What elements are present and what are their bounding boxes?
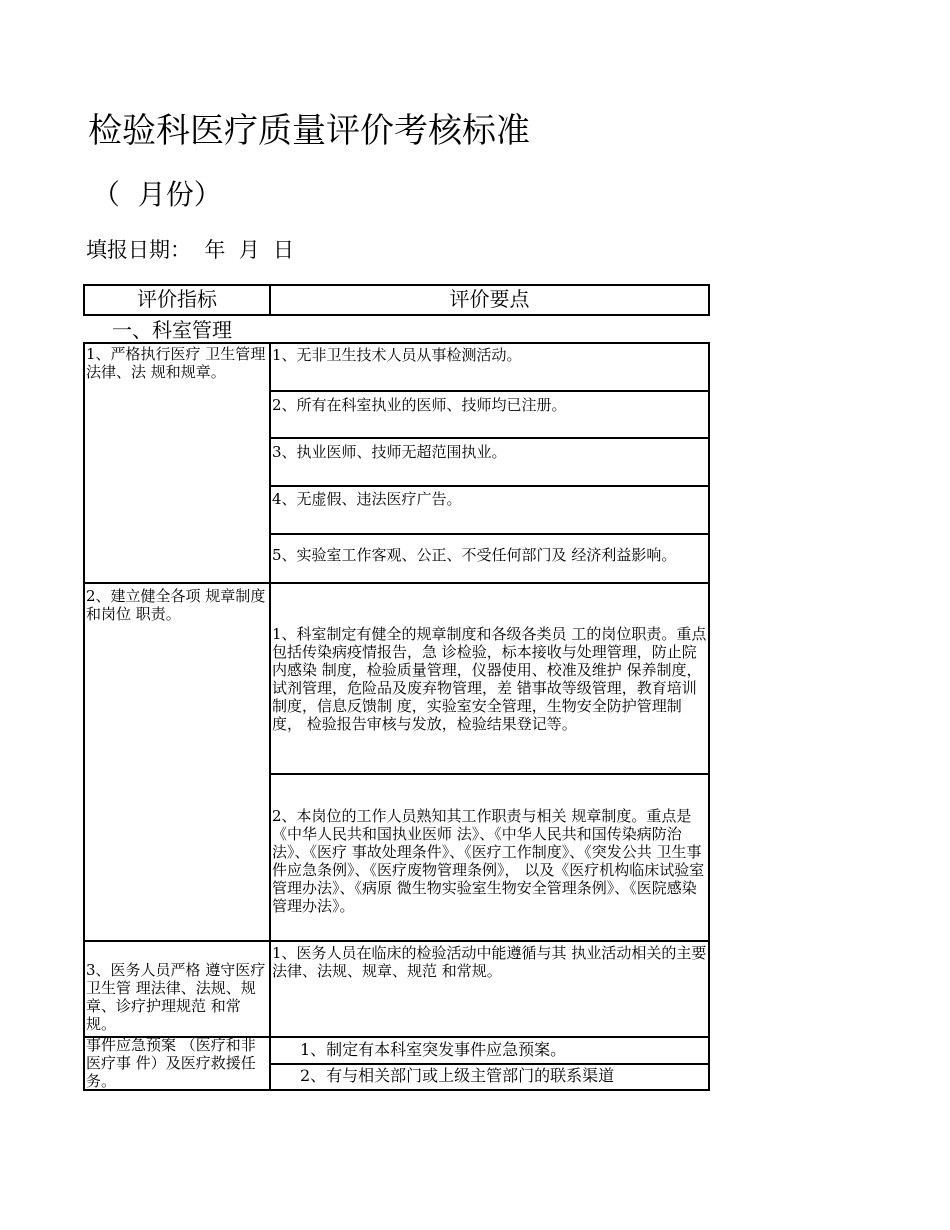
point-text: 5、实验室工作客观、公正、不受任何部门及 经济利益影响。: [272, 546, 677, 564]
point-text: 3、执业医师、技师无超范围执业。: [272, 443, 507, 461]
point-text: 2、有与相关部门或上级主管部门的联系渠道: [300, 1067, 615, 1085]
report-date-line: 填报日期： 年 月 日: [86, 238, 295, 262]
point-text: 1、科室制定有健全的规章制度和各级各类员 工的岗位职责。重点包括传染病疫情报告，急 诊检验，标本接收与处理管理，防止院内感染 制度，检验质量管理，仪器使用、校准及维护 保养制度，试剂管理，危险品及废弃物管理，差 错事故等级管理，教育培训制度，信息反馈制 度，实验室安全管理，生物安全防护管理制度， 检验报告审核与发放，检验结果登记等。: [272, 625, 707, 733]
point-text: 2、所有在科室执业的医师、技师均已注册。: [272, 396, 567, 414]
point-text: 2、本岗位的工作人员熟知其工作职责与相关 规章制度。重点是《中华人民共和国执业医师 法》、《中华人民共和国传染病防治法》、《医疗 事故处理条件》、《医疗工作制度》、《突发公共 卫生事件应急条例》、《医疗废物管理条例》， 以及《医疗机构临床试验室管理办法》、《病原 微生物实验室生物安全管理条例》、《医院感染 管理办法》。: [272, 807, 705, 915]
indicator-text: 1、严格执行医疗 卫生管理法律、法 规和规章。: [86, 345, 266, 381]
month-line: （ 月份）: [92, 178, 222, 211]
header-points: 评价要点: [269, 284, 710, 316]
indicator-text: 2、建立健全各项 规章制度和岗位 职责。: [86, 587, 266, 623]
section-title: 一、科室管理: [112, 318, 232, 342]
point-text: 1、医务人员在临床的检验活动中能遵循与其 执业活动相关的主要法律、法规、规章、规范 和常规。: [272, 944, 707, 980]
indicator-cell: [83, 582, 271, 942]
point-text: 1、无非卫生技术人员从事检测活动。: [272, 346, 522, 364]
indicator-text: 3、医务人员严格 遵守医疗卫生管 理法律、法规、规 章、诊疗护理规范 和常规。: [86, 961, 266, 1033]
document-title: 检验科医疗质量评价考核标准: [88, 111, 530, 151]
header-indicator: 评价指标: [83, 284, 271, 316]
point-text: 4、无虚假、违法医疗广告。: [272, 490, 462, 508]
indicator-text: 事件应急预案 （医疗和非医疗事 件）及医疗救援任 务。: [86, 1036, 256, 1090]
point-text: 1、制定有本科室突发事件应急预案。: [300, 1041, 567, 1059]
